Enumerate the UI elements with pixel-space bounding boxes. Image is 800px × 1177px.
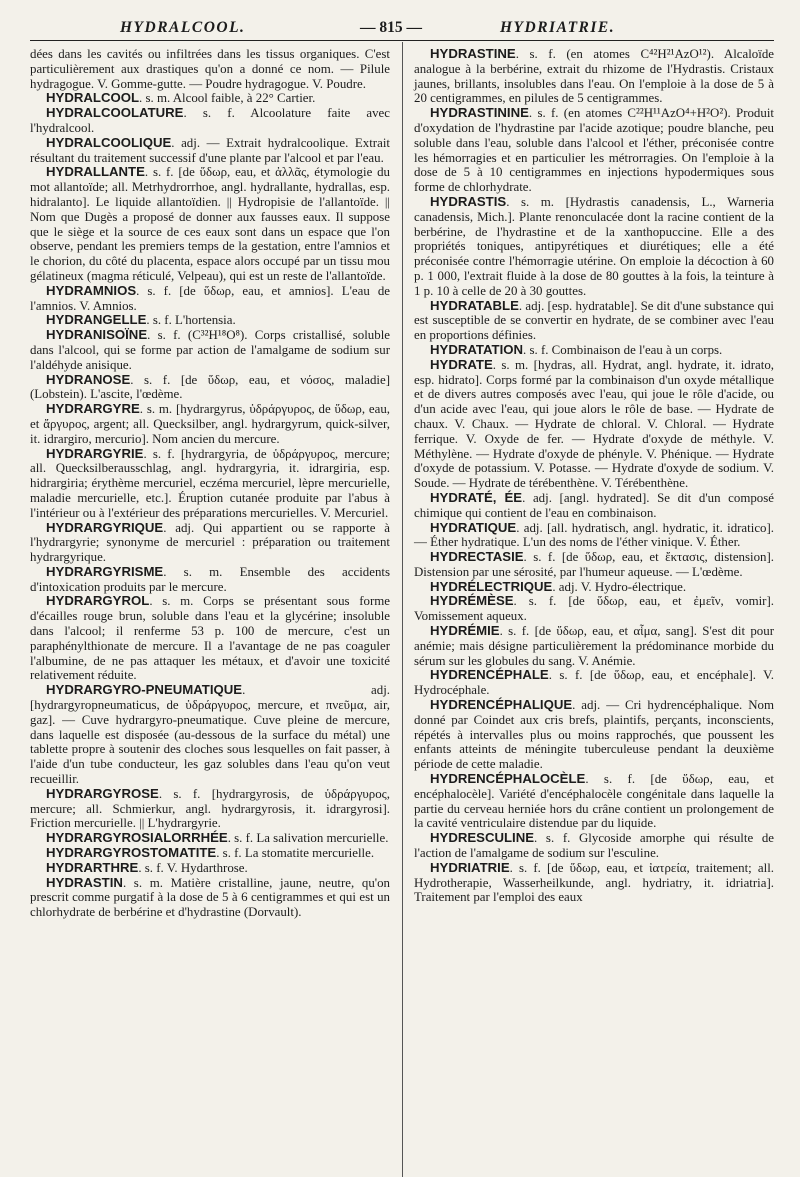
entry-headword: HYDRATE bbox=[430, 356, 493, 372]
entry-definition: . s. m. [hydrargyrus, ὑδράργυρος, de ὕδωρ, eau, et ἄργυρος, argent; all. Quecksilber, angl. hydrargyrum, quick-silver, it. idrargiro, mercurio]. Nom ancien du mercure. bbox=[30, 402, 390, 446]
dictionary-entry bbox=[30, 831, 390, 846]
dictionary-entry bbox=[30, 447, 390, 521]
entry-definition: dées dans les cavités ou infiltrées dans les tissus organiques. C'est particulièrement aux drastiques qu'on a donné ce nom. — Pilule hydragogue. V. Gomme-gutte. — Poudre hydragogue. V. Poudre. bbox=[30, 47, 390, 91]
dictionary-entry bbox=[414, 772, 774, 831]
entry-definition: . s. f. Alcoolature faite avec l'hydralcool. bbox=[30, 106, 390, 135]
dictionary-entry bbox=[30, 787, 390, 831]
entry-headword: HYDRENCÉPHALE bbox=[430, 667, 549, 683]
entry-definition: . s. f. Glycoside amorphe qui résulte de l'action de l'amalgame de sodium sur l'esculine. bbox=[414, 831, 774, 861]
entry-headword: HYDRALCOOLIQUE bbox=[46, 134, 172, 150]
dictionary-entry bbox=[30, 521, 390, 565]
dictionary-entry bbox=[30, 91, 390, 106]
entry-headword: HYDRATÉ, ÉE bbox=[430, 489, 523, 505]
entry-definition: . s. m. Corps se présentant sous forme d'écailles rouge brun, soluble dans l'eau et la glycérine; insoluble dans l'alcool; il renferme 53 p. 100 de mercure, c'est un paraphénylthionate de mercure. Il a l'avantage de ne pas coaguler l'albumine, de ne pas attaquer les métaux, et d'avoir une toxicité relativement réduite. bbox=[30, 594, 390, 683]
dictionary-entry bbox=[414, 668, 774, 698]
entry-headword: HYDRÉLECTRIQUE bbox=[430, 578, 553, 594]
entry-headword: HYDRANGELLE bbox=[46, 312, 147, 328]
dictionary-entry bbox=[30, 106, 390, 136]
entry-headword: HYDRATATION bbox=[430, 341, 524, 357]
dictionary-entry bbox=[414, 831, 774, 861]
entry-definition: . s. f. [de ὕδωρ, eau, et encéphalocèle]. Variété d'encéphalocèle congénitale dans laquelle la partie du cerveau herniée hors du crâne contient un prolongement de la cavité ventriculaire distendue par du liquide. bbox=[414, 772, 774, 831]
entry-headword: HYDRARGYRO-PNEUMATIQUE bbox=[46, 682, 243, 698]
entry-definition: . s. f. La salivation mercurielle. bbox=[227, 831, 389, 846]
entry-definition: . s. f. (en atomes C⁴²H²¹AzO¹²). Alcaloïde analogue à la berbérine, extrait du rhizome de l'Hydrastis. Cristaux jaunes, brillants, insolubles dans l'eau. On l'emploie à la dose de 5 à 20 centigrammes, en pilules de 5 centigrammes. bbox=[414, 47, 774, 106]
dictionary-entry bbox=[414, 299, 774, 343]
dictionary-entry bbox=[414, 47, 774, 106]
dictionary-entry bbox=[30, 47, 390, 91]
entry-definition: . s. f. [de ὕδωρ, eau, et νόσος, maladie] (Lobstein). L'ascite, l'œdème. bbox=[30, 372, 390, 402]
dictionary-entry bbox=[30, 373, 390, 403]
entry-definition: . adj. [all. hydratisch, angl. hydratic, it. idratico]. — Éther hydratique. L'un des noms de l'éther vinique. V. Éther. bbox=[414, 520, 774, 550]
entry-definition: . adj. Qui appartient ou se rapporte à l'hydrargyrie; synonyme de mercuriel : préparation ou traitement hydrargyrique. bbox=[30, 520, 390, 565]
entry-headword: HYDRÉMIE bbox=[430, 623, 500, 639]
entry-headword: HYDRATIQUE bbox=[430, 519, 517, 535]
dictionary-entry bbox=[414, 195, 774, 299]
entry-definition: . s. f. L'hortensia. bbox=[146, 313, 236, 328]
entry-headword: HYDRARGYRIQUE bbox=[46, 519, 164, 535]
dictionary-entry bbox=[30, 683, 390, 787]
entry-headword: HYDRARGYROSE bbox=[46, 785, 159, 801]
entry-definition: . s. f. La stomatite mercurielle. bbox=[216, 846, 375, 861]
entry-definition: . s. f. [de ὕδωρ, eau, et ἀλλᾶς, étymologie du mot allantoïde; all. Metrhydrorrhoe, angl. hydrallante, hydrallas, esp. hidralanto]. Le liquide allantoïdien. || Hydropisie de l'allantoïde. || Nom que Dugès a proposé de donner aux fausses eaux. Il suppose que le siège et la source de ces eaux sont dans un espace que l'on observe, pendant les premiers temps de la gestation, entre l'amnios et le chorion, du côté du placenta, espace alors occupé par un tissu mou gélatineux (magma réticulé, Velpeau), qui est un reste de l'allantoïde. bbox=[30, 165, 390, 283]
entry-headword: HYDRENCÉPHALOCÈLE bbox=[430, 771, 586, 787]
entry-definition: . s. m. [Hydrastis canadensis, L., Warneria canadensis, Mich.]. Plante renonculacée dont la racine contient de la berbérine, de l'hydrastine et de la xanthopuccine. Elle a des propriétés toniques, antipyrétiques et diurétiques; elle a été préconisée contre l'hémorragie utérine. On emploie la décoction à 60 p. 1 000, l'extrait fluide à la dose de 80 gouttes à la fois, la teinture à 1 p. 10 à celle de 20 à 30 gouttes. bbox=[414, 194, 774, 298]
entry-headword: HYDRARGYRIE bbox=[46, 445, 144, 461]
header-left-guideword: HYDRALCOOL. bbox=[120, 19, 246, 36]
dictionary-entry bbox=[414, 580, 774, 595]
entry-definition: . s. m. Ensemble des accidents d'intoxication produits par le mercure. bbox=[30, 564, 390, 594]
page-number: — 815 — bbox=[360, 19, 422, 36]
entry-definition: . s. f. [de ὕδωρ, eau, et amnios]. L'eau de l'amnios. V. Amnios. bbox=[30, 283, 390, 313]
entry-definition: . adj. [hydrargyropneumaticus, de ὑδράργυρος, mercure, et πνεῦμα, air, gaz]. — Cuve hydrargyro-pneumatique. Cuve pleine de mercure, dans laquelle est disposée (au-dessous de la surface du métal) une tablette propre à soutenir des cloches sous lesquelles on fait passer, à l'aide d'un tube conducteur, les gaz solubles dans l'eau qu'on veut recueillir. bbox=[30, 683, 390, 787]
entry-headword: HYDRARGYRISME bbox=[46, 563, 164, 579]
dictionary-entry bbox=[30, 165, 390, 283]
column-divider bbox=[402, 42, 403, 1177]
entry-definition: . s. f. V. Hydarthrose. bbox=[138, 860, 248, 875]
entry-headword: HYDRATABLE bbox=[430, 297, 519, 313]
entry-headword: HYDRARGYRE bbox=[46, 401, 140, 417]
left-column bbox=[30, 47, 390, 920]
entry-headword: HYDRARGYROSTOMATITE bbox=[46, 845, 217, 861]
dictionary-entry bbox=[30, 861, 390, 876]
entry-headword: HYDRIATRIE bbox=[430, 859, 510, 875]
dictionary-entry bbox=[30, 565, 390, 595]
entry-headword: HYDRAMNIOS bbox=[46, 282, 137, 298]
dictionary-entry bbox=[30, 402, 390, 446]
dictionary-entry bbox=[414, 594, 774, 624]
dictionary-entry bbox=[30, 594, 390, 683]
entry-definition: . s. f. [de ὕδωρ, eau, et ἐμεῖν, vomir]. Vomissement aqueux. bbox=[414, 594, 774, 624]
entry-headword: HYDRALCOOLATURE bbox=[46, 105, 184, 121]
entry-headword: HYDRECTASIE bbox=[430, 549, 524, 565]
dictionary-entry bbox=[414, 550, 774, 580]
entry-definition: . adj. V. Hydro-électrique. bbox=[552, 579, 687, 594]
entry-headword: HYDRASTINE bbox=[430, 46, 516, 61]
entry-definition: . s. f. [hydrargyrosis, de ὑδράργυρος, mercure; all. Schmierkur, angl. hydrargyrosis, it. idrargyrosi]. Friction mercurielle. || L'hydrargyrie. bbox=[30, 786, 390, 831]
entry-headword: HYDRASTININE bbox=[430, 105, 529, 121]
entry-definition: . s. f. [de ὕδωρ, eau, et encéphale]. V. Hydrocéphale. bbox=[414, 668, 774, 698]
entry-headword: HYDRANOSE bbox=[46, 371, 131, 387]
dictionary-entry bbox=[30, 846, 390, 861]
entry-definition: . s. f. (C³²H¹⁸O⁸). Corps cristallisé, soluble dans l'alcool, qui se forme par action de l'amalgame de sodium sur l'aldéhyde anisique. bbox=[30, 328, 390, 372]
page-header bbox=[30, 16, 774, 41]
entry-definition: . s. f. (en atomes C²²H¹¹AzO⁴+H²O²). Produit d'oxydation de l'hydrastine par l'acide azotique; poudre blanche, peu soluble dans l'eau, soluble dans l'alcool et l'éther, préconisée contre les hémorragies et en particulier les métrorragies. On l'emploie à la dose de 5 à 10 centigrammes en injections hypodermiques sous forme de chlorhydrate. bbox=[414, 106, 774, 195]
entry-headword: HYDRARGYROSIALORRHÉE bbox=[46, 830, 228, 846]
entry-headword: HYDRALCOOL bbox=[46, 90, 140, 106]
entry-headword: HYDRALLANTE bbox=[46, 164, 145, 180]
entry-definition: . s. m. [hydras, all. Hydrat, angl. hydrate, it. idrato, esp. hidrato]. Corps formé par la combinaison d'un oxyde métallique et de divers autres composés avec l'eau, qui joue le rôle d'acide, ou d'un acide avec l'eau, qui joue alors le rôle de base. — Hydrate de chaux. V. Chaux. — Hydrate de chloral. V. Chloral. — Hydrate ferrique. V. Oxyde de fer. — Hydrate d'oxyde de méthyle. V. Méthylène. — Hydrate d'oxyde de phényle. V. Phénique. — Hydrate d'oxyde de potassium. V. Potasse. — Hydrate d'oxyde de sodium. V. Soude. — Hydrate de térébenthène. V. Térébenthène. bbox=[414, 357, 774, 491]
dictionary-entry bbox=[414, 521, 774, 551]
dictionary-entry bbox=[30, 313, 390, 328]
dictionary-entry bbox=[30, 328, 390, 372]
entry-headword: HYDRÉMÈSE bbox=[430, 593, 514, 609]
dictionary-entry bbox=[414, 624, 774, 668]
dictionary-entry bbox=[414, 491, 774, 521]
dictionary-entry bbox=[30, 284, 390, 314]
dictionary-entry bbox=[414, 358, 774, 491]
entry-headword: HYDRASTIS bbox=[430, 193, 507, 209]
dictionary-entry bbox=[414, 861, 774, 905]
dictionary-entry bbox=[30, 876, 390, 920]
dictionary-entry bbox=[414, 106, 774, 195]
entry-definition: . adj. [esp. hydratable]. Se dit d'une substance qui est susceptible de se convertir en hydrate, de se combiner avec l'eau en proportions définies. bbox=[414, 298, 774, 343]
entry-definition: . adj. [angl. hydrated]. Se dit d'un composé chimique qui contient de l'eau en combinaison. bbox=[414, 490, 774, 520]
entry-definition: . s. f. [de ὕδωρ, eau, et ἔκτασις, distension]. Distension par une sérosité, par l'humeur aqueuse. — L'œdème. bbox=[414, 550, 774, 579]
entry-definition: . s. f. [de ὕδωρ, eau, et αἷμα, sang]. S'est dit pour anémie; mais désigne particulièrement la prédominance morbide du sérum sur les globules du sang. V. Anémie. bbox=[414, 624, 774, 668]
entry-headword: HYDRARTHRE bbox=[46, 859, 139, 875]
dictionary-entry bbox=[414, 343, 774, 358]
header-right-guideword: HYDRIATRIE. bbox=[500, 19, 616, 36]
entry-headword: HYDRENCÉPHALIQUE bbox=[430, 697, 573, 713]
entry-headword: HYDRASTIN bbox=[46, 874, 123, 890]
dictionary-entry bbox=[414, 698, 774, 772]
entry-definition: . s. f. [hydrargyria, de ὑδράργυρος, mercure; all. Quecksilberausschlag, angl. hydrargyria, it. idrargiria, esp. hidrargiria; érythème mercuriel, eczéma mercuriel, lèpre mercurielle, maladie mercurielle, etc.]. Éruption cutanée produite par l'abus à l'intérieur ou à l'extérieur des préparations mercurielles. V. Mercuriel. bbox=[30, 446, 390, 520]
entry-definition: . s. f. Combinaison de l'eau à un corps. bbox=[523, 342, 723, 357]
entry-headword: HYDRANISOÏNE bbox=[46, 327, 148, 343]
right-column bbox=[414, 47, 774, 920]
entry-definition: . adj. — Extrait hydralcoolique. Extrait résultant du traitement successif d'une plante par l'alcool et par l'eau. bbox=[30, 135, 390, 165]
entry-definition: . s. f. [de ὕδωρ, eau, et ἰατρεία, traitement; all. Hydrotherapie, Wasserheilkunde, angl. hydriatry, it. idriatria]. Traitement par l'emploi des eaux bbox=[414, 860, 774, 905]
dictionary-entry bbox=[30, 136, 390, 166]
entry-definition: . adj. — Cri hydrencéphalique. Nom donné par Coindet aux cris brefs, plaintifs, perçants, inconscients, répétés à intervalles plus ou moins rapprochés, que poussent les enfants atteints de méningite tuberculeuse pendant la deuxième période de cette maladie. bbox=[414, 698, 774, 772]
entry-definition: . s. m. Matière cristalline, jaune, neutre, qu'on prescrit comme purgatif à la dose de 5 à 6 centigrammes et qui est un chlorhydrate de berbérine et d'hydrastine (Dorvault). bbox=[30, 875, 390, 920]
entry-headword: HYDRESCULINE bbox=[430, 830, 535, 846]
entry-headword: HYDRARGYROL bbox=[46, 593, 150, 609]
entry-definition: . s. m. Alcool faible, à 22° Cartier. bbox=[139, 91, 316, 106]
